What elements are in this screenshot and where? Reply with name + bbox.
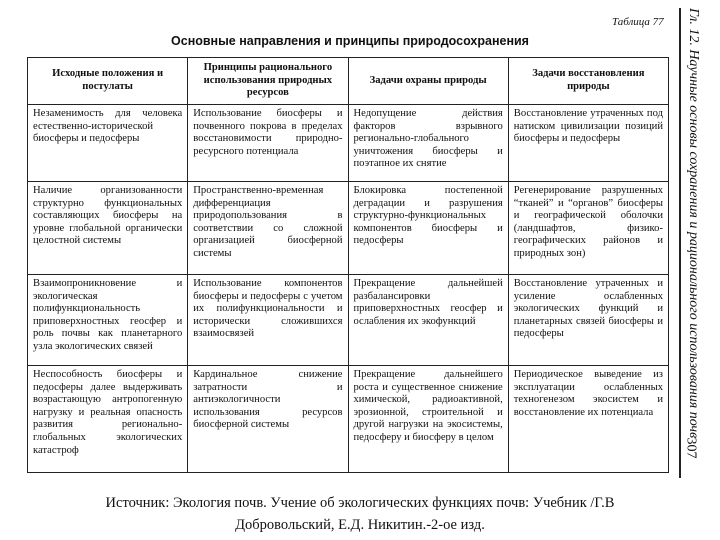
chapter-title: Гл. 12. Научные основы сохранения и рационального использования почв: [686, 8, 701, 439]
table-header-row: [28, 58, 669, 105]
table-cell: Блокировка постепенной деградации и разрушения структурно-функциональных компонентов биосферы и педосферы: [348, 182, 508, 275]
table-cell: Восстановление утраченных под натиском цивилизации позиций биосферы и педосферы: [508, 105, 668, 182]
table-cell: Недопущение действия факторов взрывного регионально-глобального уничтожения биосферы и поэтапное их снятие: [348, 105, 508, 182]
table-cell: Кардинальное снижение затратности и антиэкологичности использования ресурсов биосферной системы: [188, 366, 348, 473]
table-cell: Незаменимость для человека естественно-исторической биосферы и педосферы: [28, 105, 188, 182]
table-cell: Регенерирование разрушенных “тканей” и “органов” биосферы и географической оболочки (ландшафтов, физико-географических районов и природных зон): [508, 182, 668, 275]
table-row: [28, 182, 669, 275]
running-header: [679, 8, 701, 478]
table-row: [28, 275, 669, 366]
table-cell: Восстановление утраченных и усиление ослабленных экологических функций и планетарных связей биосферы и педосферы: [508, 275, 668, 366]
table-cell: Взаимопроникновение и экологическая полифункциональность приповерхностных геосфер и роль почвы как планетарного узла экологических связей: [28, 275, 188, 366]
table-cell: Периодическое выведение из эксплуатации ослабленных техногенезом экосистем и восстановление их потенциала: [508, 366, 668, 473]
header-cell: Задачи охраны природы: [348, 58, 508, 105]
source-citation: Источник: Экология почв. Учение об экологических функциях почв: Учебник /Г.В Добровольский, Е.Д. Никитин.-2-ое изд.: [105, 495, 615, 533]
table-row: [28, 366, 669, 473]
header-cell: Задачи восстановления природы: [508, 58, 668, 105]
table-cell: Наличие организованности структурно функциональных составляющих биосферы на уровне глобальной органически целостной системы: [28, 182, 188, 275]
page-number: 307: [683, 437, 699, 459]
header-cell: Исходные положения и постулаты: [28, 58, 188, 105]
table-cell: Использование биосферы и почвенного покрова в пределах восстановимости природно-ресурсного потенциала: [188, 105, 348, 182]
table-cell: Прекращение дальнейшего роста и существенное снижение химической, радиоактивной, эрозионной, строительной и другой нагрузки на экосистемы, педосферу и биосферу в целом: [348, 366, 508, 473]
table-cell: Прекращение дальнейшей разбалансировки приповерхностных геосфер и ослабления их экофункций: [348, 275, 508, 366]
table-cell: Неспособность биосферы и педосферы далее выдерживать возрастающую антропогенную нагрузку и реальная опасность развития регионально-глобальных экологических катастроф: [28, 366, 188, 473]
table-cell: Использование компонентов биосферы и педосферы с учетом их полифункциональности и исторически сложившихся взаимосвязей: [188, 275, 348, 366]
table-cell: Пространственно-временная дифференциация природопользования в соответствии со сложной организацией биосферной системы: [188, 182, 348, 275]
header-cell: Принципы рационального использования природных ресурсов: [188, 58, 348, 105]
principles-table: [27, 57, 669, 473]
table-title: Основные направления и принципы природосохранения: [171, 34, 529, 48]
table-row: [28, 105, 669, 182]
table-number: Таблица 77: [612, 16, 664, 28]
